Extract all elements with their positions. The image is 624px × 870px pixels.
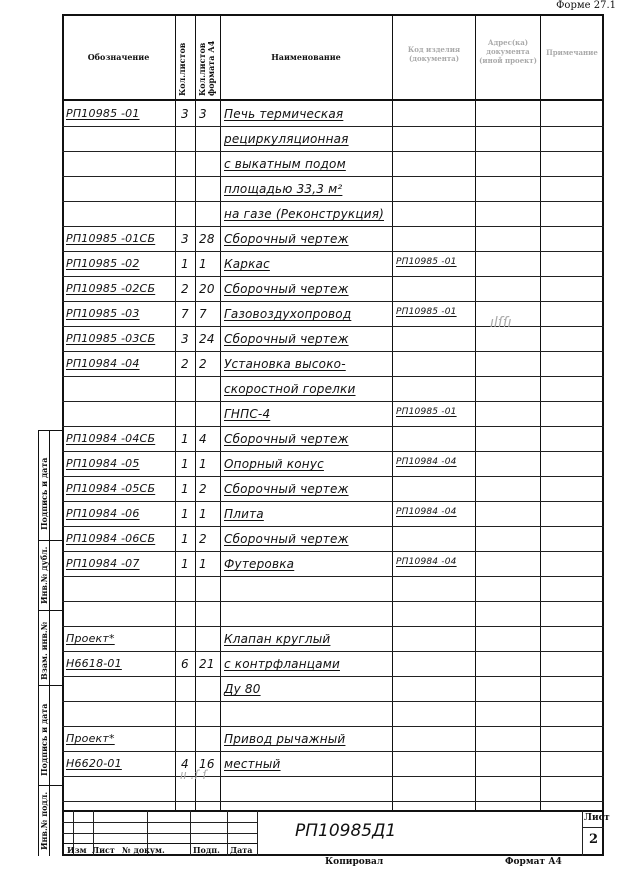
row-reference: РП10984 -04 — [396, 557, 457, 567]
row-sheets-a4: 2 — [199, 357, 207, 371]
row-sheets: 1 — [181, 457, 189, 471]
col-line — [540, 14, 541, 810]
row-designation: РП10985 -01СБ — [66, 232, 156, 245]
row-name: местный — [224, 757, 281, 771]
row-reference: РП10984 -04 — [396, 457, 457, 467]
col-line — [195, 14, 196, 810]
title-block-top — [62, 810, 604, 812]
row-sheets-a4: 7 — [199, 307, 207, 321]
row-designation: РП10985 -02 — [66, 257, 140, 270]
row-reference: РП10985 -01 — [396, 407, 457, 417]
row-sheets: 3 — [181, 332, 189, 346]
side-label-inv-podl: Инв.№ подл. — [39, 791, 49, 850]
row-divider — [62, 776, 604, 777]
row-sheets: 4 — [181, 757, 189, 771]
row-name: Привод рычажный — [224, 732, 346, 746]
row-designation: РП10984 -06СБ — [66, 532, 156, 545]
row-designation: Проект* — [66, 732, 115, 745]
row-name: на газе (Реконструкция) — [224, 207, 385, 221]
row-designation: Н6620-01 — [66, 757, 122, 770]
row-designation: Проект* — [66, 632, 115, 645]
row-divider — [62, 151, 604, 152]
side-strip-divider — [38, 610, 62, 611]
header-code: Код изделия (документа) — [407, 45, 461, 63]
row-divider — [62, 301, 604, 302]
row-designation: РП10984 -04 — [66, 357, 140, 370]
row-designation: РП10984 -06 — [66, 507, 140, 520]
row-name: рециркуляционная — [224, 132, 349, 146]
row-divider — [62, 251, 604, 252]
row-divider — [62, 376, 604, 377]
row-sheets-a4: 20 — [199, 282, 215, 296]
row-name: Клапан круглый — [224, 632, 331, 646]
tb-data: Дата — [230, 845, 253, 855]
col-line — [220, 14, 221, 810]
row-divider — [62, 501, 604, 502]
side-label-sig-date-2: Подпись и дата — [39, 703, 49, 776]
row-divider — [62, 701, 604, 702]
row-sheets: 1 — [181, 257, 189, 271]
row-name: Ду 80 — [224, 682, 261, 696]
row-sheets-a4: 21 — [199, 657, 215, 671]
row-name: Опорный конус — [224, 457, 324, 471]
row-divider — [62, 276, 604, 277]
footer-copied: Копировал — [325, 857, 384, 867]
row-divider — [62, 176, 604, 177]
row-reference: РП10985 -01 — [396, 307, 457, 317]
row-name: площадью 33,3 м² — [224, 182, 343, 196]
row-divider — [62, 751, 604, 752]
row-name: Газовоздухопровод — [224, 307, 352, 321]
row-sheets-a4: 1 — [199, 507, 207, 521]
row-name: Каркас — [224, 257, 270, 271]
tb-izm: Изм — [67, 845, 87, 855]
row-name: с контрфланцами — [224, 657, 340, 671]
row-sheets: 2 — [181, 282, 189, 296]
row-name: с выкатным подом — [224, 157, 346, 171]
row-sheets: 7 — [181, 307, 189, 321]
tb-doc-no: № докум. — [122, 845, 165, 855]
row-name: Сборочный чертеж — [224, 282, 349, 296]
row-divider — [62, 126, 604, 127]
row-divider — [62, 601, 604, 602]
row-name: Установка высоко- — [224, 357, 346, 371]
row-sheets: 1 — [181, 432, 189, 446]
row-sheets: 1 — [181, 482, 189, 496]
row-designation: РП10984 -07 — [66, 557, 140, 570]
row-designation: РП10984 -05 — [66, 457, 140, 470]
row-name: Сборочный чертеж — [224, 232, 349, 246]
row-reference: РП10985 -01 — [396, 257, 457, 267]
doc-code: РП10985Д1 — [295, 821, 397, 841]
col-line — [175, 14, 176, 810]
row-name: Сборочный чертеж — [224, 482, 349, 496]
row-divider — [62, 426, 604, 427]
row-designation: РП10984 -04СБ — [66, 432, 156, 445]
row-sheets-a4: 4 — [199, 432, 207, 446]
form-label: Форме 27.1 — [556, 0, 616, 11]
row-divider — [62, 801, 604, 802]
row-divider — [62, 401, 604, 402]
title-block-vline — [582, 810, 583, 856]
col-line — [475, 14, 476, 810]
title-block-line — [582, 827, 604, 828]
row-sheets-a4: 28 — [199, 232, 215, 246]
row-divider — [62, 226, 604, 227]
side-strip-divider — [38, 540, 62, 541]
row-name: ГНПС-4 — [224, 407, 271, 421]
row-designation: РП10985 -01 — [66, 107, 140, 120]
row-divider — [62, 576, 604, 577]
row-sheets: 2 — [181, 357, 189, 371]
header-bottom-line — [62, 99, 604, 101]
title-block-vline — [227, 810, 228, 856]
row-sheets-a4: 1 — [199, 257, 207, 271]
row-divider — [62, 651, 604, 652]
header-sheets: Кол.листов — [177, 42, 187, 96]
row-sheets: 1 — [181, 557, 189, 571]
row-sheets: 1 — [181, 507, 189, 521]
row-sheets: 6 — [181, 657, 189, 671]
col-line — [392, 14, 393, 810]
row-name: Сборочный чертеж — [224, 532, 349, 546]
row-divider — [62, 451, 604, 452]
side-strip-divider — [38, 685, 62, 686]
header-sheets-a4: Кол.листов формата А4 — [197, 40, 216, 96]
header-name: Наименование — [271, 52, 341, 62]
row-name: Печь термическая — [224, 107, 344, 121]
tb-list: Лист — [92, 845, 115, 855]
title-block-vline — [257, 810, 258, 856]
row-designation: РП10985 -02СБ — [66, 282, 156, 295]
row-divider — [62, 726, 604, 727]
side-label-inv-dubl: Инв.№ дубл. — [39, 546, 49, 604]
row-sheets-a4: 1 — [199, 457, 207, 471]
side-label-vzam-inv: Взам. инв.№ — [39, 621, 49, 680]
row-designation: Н6618-01 — [66, 657, 122, 670]
row-sheets-a4: 16 — [199, 757, 215, 771]
row-divider — [62, 526, 604, 527]
row-divider — [62, 476, 604, 477]
sheet-number: 2 — [589, 832, 599, 847]
footer-format: Формат А4 — [505, 857, 562, 867]
row-name: Сборочный чертеж — [224, 332, 349, 346]
row-name: скоростной горелки — [224, 382, 356, 396]
header-designation: Обозначение — [87, 52, 150, 62]
header-address: Адрес(ка) документа (иной проект) — [479, 38, 537, 65]
row-name: Сборочный чертеж — [224, 432, 349, 446]
faint-mark: ıı .ſ ſ — [180, 768, 207, 782]
row-sheets-a4: 2 — [199, 532, 207, 546]
header-note: Примечание — [546, 48, 598, 57]
row-divider — [62, 676, 604, 677]
row-divider — [62, 551, 604, 552]
row-sheets: 3 — [181, 232, 189, 246]
row-sheets-a4: 2 — [199, 482, 207, 496]
tb-podp: Подп. — [193, 845, 220, 855]
side-strip-line — [49, 430, 50, 856]
row-sheets-a4: 3 — [199, 107, 207, 121]
row-reference: РП10984 -04 — [396, 507, 457, 517]
row-divider — [62, 326, 604, 327]
side-strip-divider — [38, 430, 62, 431]
faint-mark: ılſſı — [490, 315, 512, 331]
row-sheets-a4: 24 — [199, 332, 215, 346]
row-sheets: 3 — [181, 107, 189, 121]
row-divider — [62, 201, 604, 202]
row-name: Футеровка — [224, 557, 295, 571]
title-block-vline — [190, 810, 191, 856]
row-divider — [62, 351, 604, 352]
side-strip-divider — [38, 785, 62, 786]
side-label-sig-date-1: Подпись и дата — [39, 457, 49, 530]
row-designation: РП10985 -03СБ — [66, 332, 156, 345]
row-sheets: 1 — [181, 532, 189, 546]
sheet-label: Лист — [584, 813, 610, 823]
row-name: Плита — [224, 507, 264, 521]
row-designation: РП10984 -05СБ — [66, 482, 156, 495]
row-designation: РП10985 -03 — [66, 307, 140, 320]
row-divider — [62, 626, 604, 627]
row-sheets-a4: 1 — [199, 557, 207, 571]
